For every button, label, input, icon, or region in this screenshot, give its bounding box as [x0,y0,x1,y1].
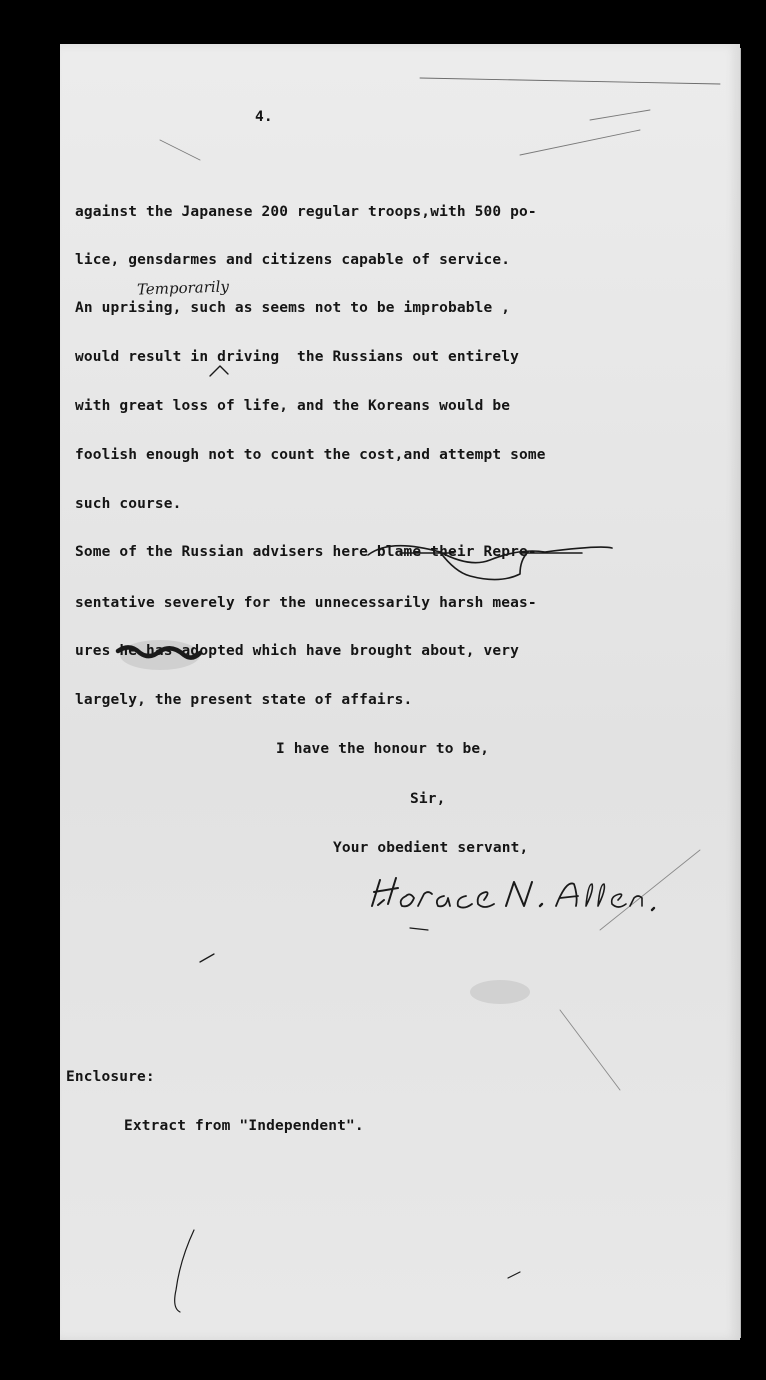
closing-line-1: I have the honour to be, [276,741,490,757]
body-line-9: sentative severely for the unnecessarily harsh meas- [75,595,537,611]
closing-line-3: Your obedient servant, [333,840,529,856]
body-line-2: lice, gensdarmes and citizens capable of service. [75,252,511,268]
body-line-10: ures he has adopted which have brought about, very [75,643,519,659]
enclosure-item: Extract from "Independent". [124,1118,364,1134]
enclosure-label: Enclosure: [66,1069,155,1085]
body-line-8: Some of the Russian advisers here blame their Repre- [75,544,537,560]
body-line-6: foolish enough not to count the cost,and attempt some [75,447,546,463]
handwritten-insertion: Temporarily [136,277,230,299]
closing-line-2: Sir, [410,791,446,807]
body-line-5: with great loss of life, and the Koreans would be [75,398,511,414]
body-line-3: An uprising, such as seems not to be improbable , [75,300,511,316]
body-line-11: largely, the present state of affairs. [75,692,413,708]
body-line-7: such course. [75,496,182,512]
stain [470,980,530,1004]
page-number: 4. [255,109,273,125]
body-line-4: would result in driving the Russians out entirely [75,349,519,365]
body-line-1: against the Japanese 200 regular troops,with 500 po- [75,204,537,220]
